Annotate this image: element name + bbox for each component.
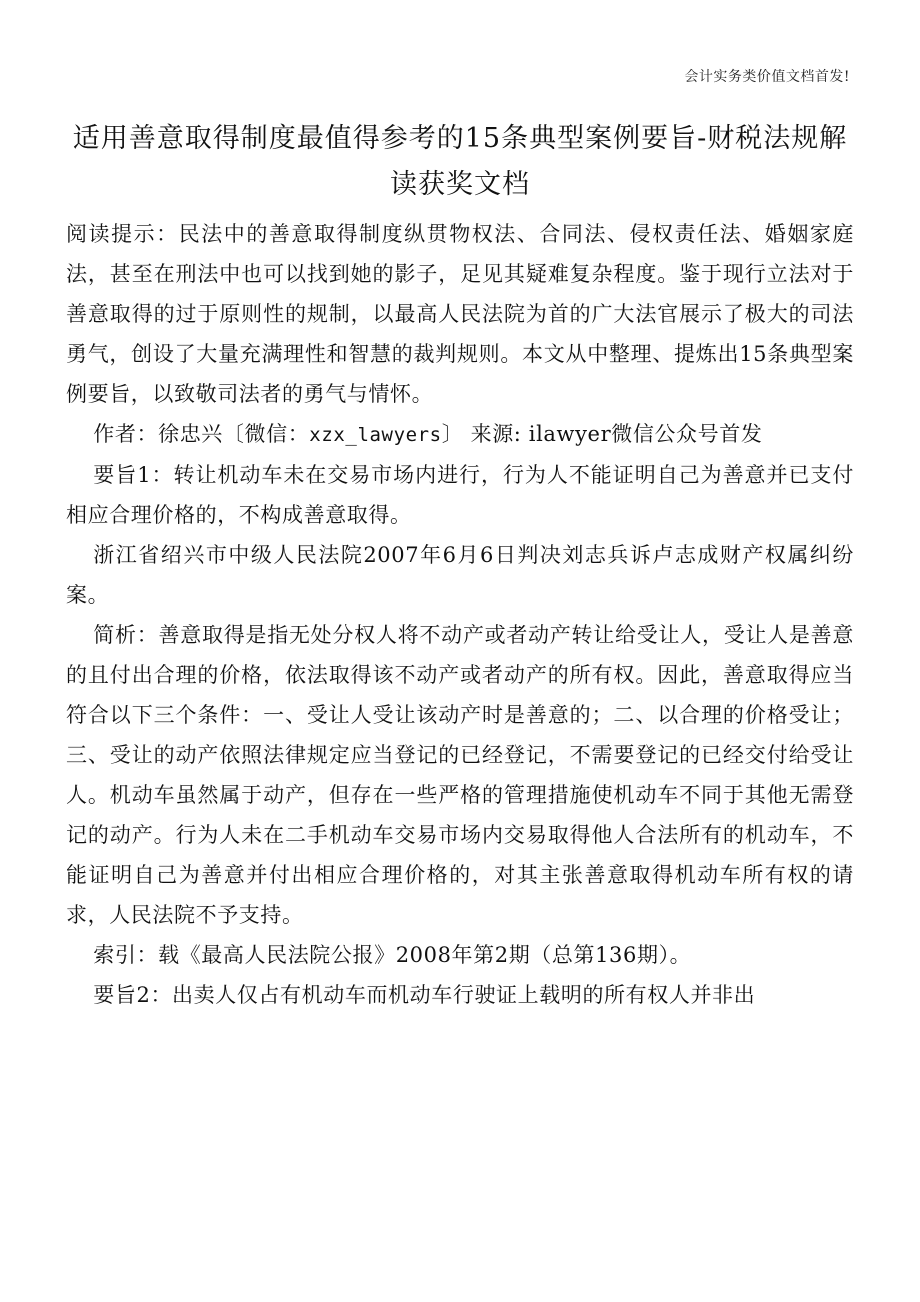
author-prefix: 作者：徐忠兴〔微信：: [93, 422, 310, 446]
title-line-1: 适用善意取得制度最值得参考的15条典型案例要旨-财税法规解: [72, 123, 848, 154]
document-body: [66, 214, 854, 1015]
author-line: [66, 414, 854, 455]
analysis-1: 简析：善意取得是指无处分权人将不动产或者动产转让给受让人，受让人是善意的且付出合理的价格，依法取得该不动产或者动产的所有权。因此，善意取得应当符合以下三个条件：一、受让人受让该动产时是善意的；二、以合理的价格受让；三、受让的动产依照法律规定应当登记的已经登记，不需要登记的已经交付给受让人。机动车虽然属于动产，但存在一些严格的管理措施使机动车不同于其他无需登记的动产。行为人未在二手机动车交易市场内交易取得他人合法所有的机动车，不能证明自己为善意并付出相应合理价格的，对其主张善意取得机动车所有权的请求，人民法院不予支持。: [66, 623, 854, 927]
document-title: [60, 116, 860, 208]
point-1: 要旨1：转让机动车未在交易市场内进行，行为人不能证明自己为善意并已支付相应合理价格的，不构成善意取得。: [66, 463, 854, 527]
author-suffix: 〕 来源: ilawyer微信公众号首发: [441, 422, 763, 446]
title-line-2: 读获奖文档: [390, 169, 530, 200]
citation-1: 索引：载《最高人民法院公报》2008年第2期（总第136期）。: [93, 943, 692, 967]
header-note: 会计实务类价值文档首发!: [684, 69, 850, 85]
intro-paragraph: 阅读提示：民法中的善意取得制度纵贯物权法、合同法、侵权责任法、婚姻家庭法，甚至在刑法中也可以找到她的影子，足见其疑难复杂程度。鉴于现行立法对于善意取得的过于原则性的规制，以最高人民法院为首的广大法官展示了极大的司法勇气，创设了大量充满理性和智慧的裁判规则。本文从中整理、提炼出15条典型案例要旨，以致敬司法者的勇气与情怀。: [66, 222, 854, 406]
author-handle: xzx_lawyers: [309, 424, 442, 446]
case-1: 浙江省绍兴市中级人民法院2007年6月6日判决刘志兵诉卢志成财产权属纠纷案。: [66, 543, 854, 607]
point-2: 要旨2：出卖人仅占有机动车而机动车行驶证上载明的所有权人并非出: [93, 983, 756, 1007]
